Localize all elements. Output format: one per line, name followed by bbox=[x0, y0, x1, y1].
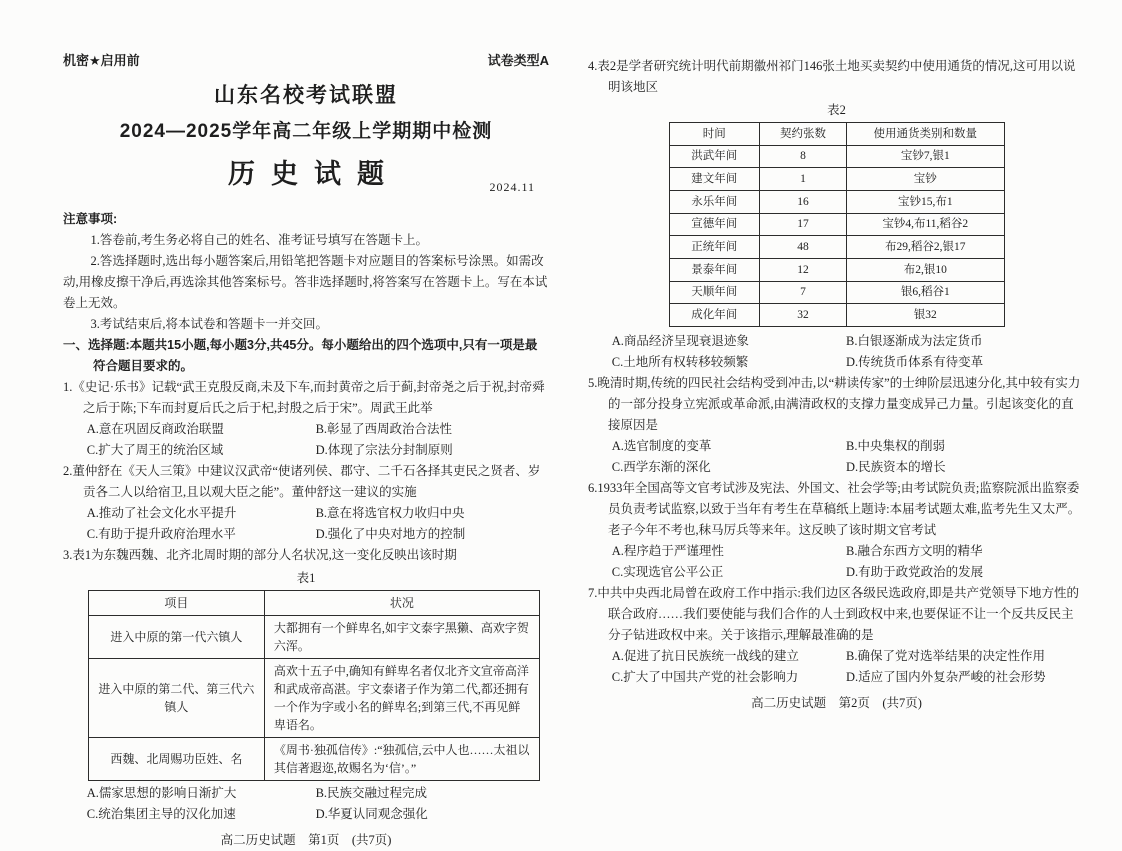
option-b: B.中央集权的削弱 bbox=[846, 439, 945, 454]
paper-type-label: 试卷类型A bbox=[487, 53, 549, 68]
page-2-footer: 高二历史试题 第2页 (共7页) bbox=[751, 696, 922, 711]
table-cell: 7 bbox=[759, 281, 846, 304]
question-2-options-ab bbox=[63, 503, 549, 524]
table-cell: 永乐年间 bbox=[669, 191, 759, 214]
table-row bbox=[669, 123, 1004, 146]
exam-org-title: 山东名校考试联盟 bbox=[214, 83, 398, 107]
table-row bbox=[89, 616, 540, 659]
table-cell: 48 bbox=[759, 236, 846, 259]
option-d: D.体现了宗法分封制原则 bbox=[315, 443, 453, 458]
option-a: A.推动了社会文化水平提升 bbox=[86, 506, 237, 521]
note-item-1: 1.答卷前,考生务必将自己的姓名、准考证号填写在答题卡上。 bbox=[90, 233, 429, 248]
table-cell: 32 bbox=[759, 304, 846, 327]
paper-title: 历史试题 bbox=[228, 159, 400, 189]
option-c: C.扩大了周王的统治区域 bbox=[86, 443, 224, 458]
table-cell: 西魏、北周赐功臣姓、名 bbox=[89, 738, 265, 781]
option-d: D.适应了国内外复杂严峻的社会形势 bbox=[846, 670, 1046, 685]
table-cell: 大都拥有一个鲜卑名,如宇文泰字黑獭、高欢字贺六浑。 bbox=[264, 616, 539, 659]
table-row bbox=[669, 191, 1004, 214]
question-4-stem: 4.表2是学者研究统计明代前期徽州祁门146张土地买卖契约中使用通货的情况,这可用以说明该地区 bbox=[588, 59, 1076, 94]
table-header-cell: 状况 bbox=[264, 591, 539, 616]
table-cell: 布2,银10 bbox=[847, 259, 1004, 282]
option-d: D.传统货币体系有待变革 bbox=[846, 355, 984, 370]
option-a: A.程序趋于严谨理性 bbox=[611, 544, 724, 559]
option-b: B.彰显了西周政治合法性 bbox=[315, 422, 453, 437]
question-2-options-cd bbox=[63, 524, 549, 545]
question-3-options-cd bbox=[63, 804, 549, 825]
table-cell: 《周书·独孤信传》:“独孤信,云中人也……太祖以其信著遐迩,故赐名为‘信’。” bbox=[264, 738, 539, 781]
question-1-options-cd bbox=[63, 440, 549, 461]
table-cell: 17 bbox=[759, 213, 846, 236]
table-cell: 进入中原的第一代六镇人 bbox=[89, 616, 265, 659]
table-cell: 景泰年间 bbox=[669, 259, 759, 282]
option-b: B.意在将选官权力收归中央 bbox=[315, 506, 465, 521]
option-c: C.实现选官公平公正 bbox=[611, 565, 724, 580]
table-cell: 正统年间 bbox=[669, 236, 759, 259]
question-7-options-ab bbox=[588, 646, 1085, 667]
option-c: C.统治集团主导的汉化加速 bbox=[86, 807, 236, 822]
table-1 bbox=[88, 590, 540, 781]
question-6-options-cd bbox=[588, 562, 1085, 583]
table-cell: 天顺年间 bbox=[669, 281, 759, 304]
table-cell: 宝钞15,布1 bbox=[847, 191, 1004, 214]
option-c: C.土地所有权转移较频繁 bbox=[611, 355, 749, 370]
option-a: A.儒家思想的影响日渐扩大 bbox=[86, 786, 237, 801]
option-a: A.促进了抗日民族统一战线的建立 bbox=[611, 649, 799, 664]
exam-session-title: 2024—2025学年高二年级上学期期中检测 bbox=[119, 121, 493, 143]
table-cell: 洪武年间 bbox=[669, 145, 759, 168]
table-row bbox=[669, 236, 1004, 259]
question-3 bbox=[63, 545, 549, 825]
table-row bbox=[669, 168, 1004, 191]
option-d: D.强化了中央对地方的控制 bbox=[315, 527, 466, 542]
notes-heading: 注意事项: bbox=[63, 212, 118, 227]
question-7-stem: 7.中共中央西北局曾在政府工作中指示:我们边区各级民选政府,即是共产党领导下地方性的联合政府……我们要使能与我们合作的人士到政权中来,也要保证不让一个反共反民主分子钻进政权中来。关于该指示,理解最准确的是 bbox=[588, 586, 1079, 643]
question-1-stem: 1.《史记·乐书》记载“武王克殷反商,未及下车,而封黄帝之后于蓟,封帝尧之后于祝,封帝舜之后于陈;下车而封夏后氏之后于杞,封殷之后于宋”。周武王此举 bbox=[63, 380, 545, 416]
question-5-options-cd bbox=[588, 457, 1085, 478]
table-row bbox=[669, 304, 1004, 327]
note-item-3: 3.考试结束后,将本试卷和答题卡一并交回。 bbox=[90, 317, 329, 332]
table-row bbox=[89, 659, 540, 738]
option-d: D.华夏认同观念强化 bbox=[315, 807, 428, 822]
option-a: A.意在巩固反商政治联盟 bbox=[86, 422, 224, 437]
table-header-cell: 使用通货类别和数量 bbox=[847, 123, 1004, 146]
table-row bbox=[669, 259, 1004, 282]
question-4 bbox=[588, 56, 1085, 373]
note-item-2: 2.答选择题时,选出每小题答案后,用铅笔把答题卡对应题目的答案标号涂黑。如需改动,用橡皮擦干净后,再选涂其他答案标号。答非选择题时,将答案写在答题卡上。写在本试卷上无效。 bbox=[63, 254, 548, 311]
table-cell: 布29,稻谷2,银17 bbox=[847, 236, 1004, 259]
question-5-stem: 5.晚清时期,传统的四民社会结构受到冲击,以“耕读传家”的士绅阶层迅速分化,其中较有实力的一部分投身立宪派或革命派,由满清政权的支撑力量变成异己力量。引起该变化的直接原因是 bbox=[588, 376, 1081, 433]
question-3-stem: 3.表1为东魏西魏、北齐北周时期的部分人名状况,这一变化反映出该时期 bbox=[63, 548, 457, 563]
option-c: C.西学东渐的深化 bbox=[611, 460, 711, 475]
question-2 bbox=[63, 461, 549, 545]
table-cell: 宝钞 bbox=[847, 168, 1004, 191]
question-4-options-cd bbox=[588, 352, 1085, 373]
option-b: B.确保了党对选举结果的决定性作用 bbox=[846, 649, 1045, 664]
table-header-cell: 时间 bbox=[669, 123, 759, 146]
option-b: B.民族交融过程完成 bbox=[315, 786, 428, 801]
page-2 bbox=[588, 56, 1085, 714]
option-a: A.商品经济呈现衰退迹象 bbox=[611, 334, 749, 349]
question-6 bbox=[588, 478, 1085, 583]
question-4-options-ab bbox=[588, 331, 1085, 352]
option-c: C.有助于提升政府治理水平 bbox=[86, 527, 236, 542]
page-1 bbox=[63, 50, 549, 851]
question-2-stem: 2.董仲舒在《天人三策》中建议汉武帝“使诸列侯、郡守、二千石各择其吏民之贤者、岁贡各二人以给宿卫,且以观大臣之能”。董仲舒这一建议的实施 bbox=[63, 464, 541, 500]
table-cell: 宣德年间 bbox=[669, 213, 759, 236]
table-cell: 成化年间 bbox=[669, 304, 759, 327]
table-2 bbox=[669, 122, 1005, 327]
page-1-header bbox=[63, 50, 549, 72]
confidential-label: 机密★启用前 bbox=[63, 53, 140, 68]
table-row bbox=[89, 738, 540, 781]
table-cell: 进入中原的第二代、第三代六镇人 bbox=[89, 659, 265, 738]
question-7 bbox=[588, 583, 1085, 688]
question-6-options-ab bbox=[588, 541, 1085, 562]
section-1-heading: 一、选择题:本题共15小题,每小题3分,共45分。每小题给出的四个选项中,只有一项是最符合题目要求的。 bbox=[63, 338, 538, 374]
table-cell: 12 bbox=[759, 259, 846, 282]
table-cell: 银32 bbox=[847, 304, 1004, 327]
option-a: A.选官制度的变革 bbox=[611, 439, 712, 454]
page-1-footer: 高二历史试题 第1页 (共7页) bbox=[220, 833, 392, 848]
table-row bbox=[669, 281, 1004, 304]
table-cell: 16 bbox=[759, 191, 846, 214]
title-block bbox=[63, 78, 549, 198]
option-d: D.民族资本的增长 bbox=[846, 460, 946, 475]
table-row bbox=[669, 145, 1004, 168]
option-d: D.有助于政党政治的发展 bbox=[846, 565, 984, 580]
table-cell: 银6,稻谷1 bbox=[847, 281, 1004, 304]
table-header-cell: 项目 bbox=[89, 591, 265, 616]
option-c: C.扩大了中国共产党的社会影响力 bbox=[611, 670, 799, 685]
question-7-options-cd bbox=[588, 667, 1085, 688]
table-2-caption: 表2 bbox=[827, 103, 846, 117]
question-6-stem: 6.1933年全国高等文官考试涉及宪法、外国文、社会学等;由考试院负责;监察院派出监察委员负责考试监察,以致于当年有考生在草稿纸上题诗:本届考试题太难,监考先生又太严。老子今年不考也,秣马厉兵等来年。这反映了该时期文官考试 bbox=[588, 481, 1081, 538]
question-1-options-ab bbox=[63, 419, 549, 440]
table-cell: 8 bbox=[759, 145, 846, 168]
exam-date: 2024.11 bbox=[489, 180, 535, 195]
option-b: B.融合东西方文明的精华 bbox=[846, 544, 983, 559]
table-cell: 建文年间 bbox=[669, 168, 759, 191]
table-cell: 宝钞4,布11,稻谷2 bbox=[847, 213, 1004, 236]
question-1 bbox=[63, 377, 549, 461]
table-cell: 高欢十五子中,确知有鲜卑名者仅北齐文宣帝高洋和武成帝高湛。宇文泰诸子作为第二代,都还拥有一个作为字或小名的鲜卑名;到第三代,不再见鲜卑语名。 bbox=[264, 659, 539, 738]
table-row bbox=[89, 591, 540, 616]
question-5 bbox=[588, 373, 1085, 478]
table-cell: 1 bbox=[759, 168, 846, 191]
option-b: B.白银逐渐成为法定货币 bbox=[846, 334, 983, 349]
table-cell: 宝钞7,银1 bbox=[847, 145, 1004, 168]
table-row bbox=[669, 213, 1004, 236]
table-1-caption: 表1 bbox=[296, 571, 316, 586]
question-5-options-ab bbox=[588, 436, 1085, 457]
table-header-cell: 契约张数 bbox=[759, 123, 846, 146]
